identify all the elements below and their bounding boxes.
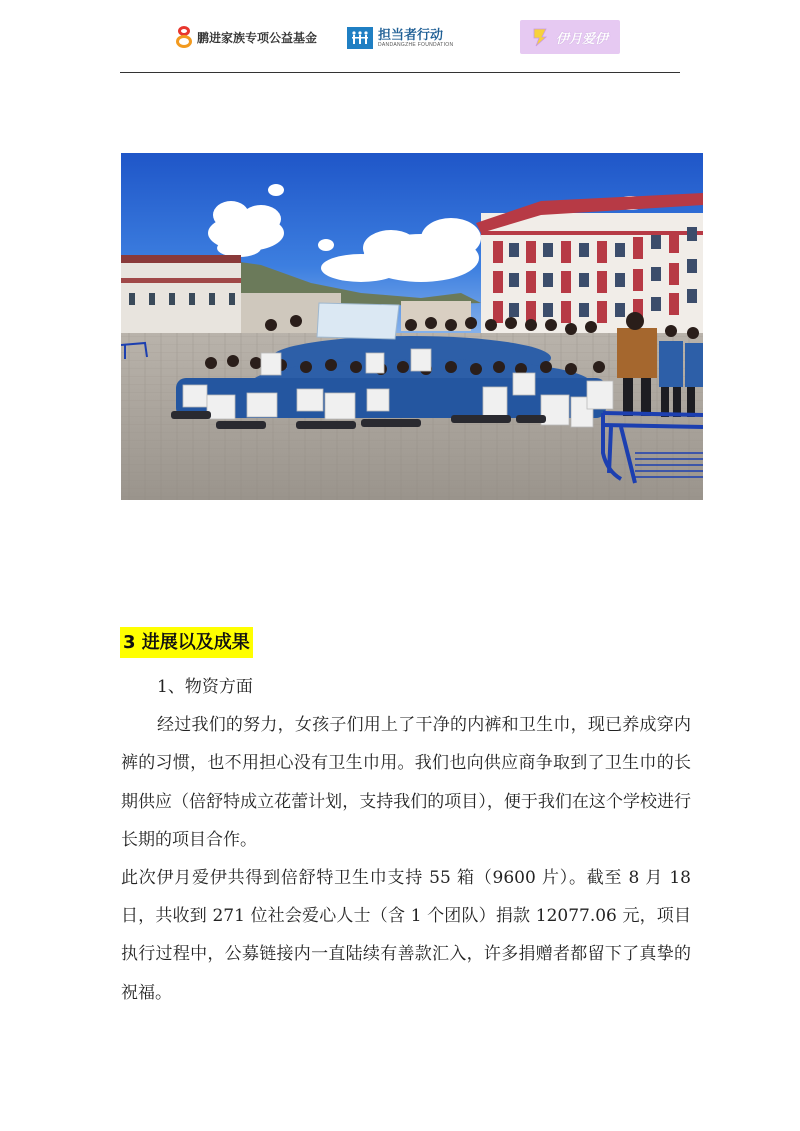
paragraph-1: 经过我们的努力，女孩子们用上了干净的内裤和卫生巾，现已养成穿内裤的习惯，也不用担心没有卫生巾用。我们也向供应商争取到了卫生巾的长期供应（倍舒特成立花蕾计划，支持我们的项目），便于我们在这个学校进行长期的项目合作。 (121, 715, 691, 850)
section-title: 3 进展以及成果 (120, 627, 253, 658)
header-divider (120, 72, 680, 73)
yiyue-logo-text: 伊月爱伊 (555, 30, 608, 46)
subheading: 1、物资方面 (157, 677, 253, 697)
dandangzhe-logo-text: 担当者行动 (378, 27, 444, 42)
dandangzhe-logo-icon (347, 27, 373, 49)
group-photo-image (121, 153, 703, 500)
page-header (120, 18, 680, 58)
pengjin-logo-text: 鹏进家族专项公益基金 (197, 30, 318, 45)
body-text (121, 668, 691, 1012)
dandangzhe-logo (347, 24, 453, 52)
pengjin-foundation-logo (176, 22, 317, 52)
yiyue-logo-icon (532, 27, 550, 47)
dandangzhe-logo-subtext: DANDANGZHE FOUNDATION (378, 42, 454, 48)
paragraph-2: 此次伊月爱伊共得到倍舒特卫生巾支持 55 箱（9600 片）。截至 8 月 18 日，共收到 271 位社会爱心人士（含 1 个团队）捐款 12077.06 元，项目执行过程中，公募链接内一直陆续有善款汇入，许多捐赠者都留下了真挚的祝福。 (121, 868, 691, 1003)
group-photo (121, 153, 703, 500)
pengjin-logo-icon (176, 26, 194, 48)
yiyue-aiyi-logo (520, 20, 620, 54)
